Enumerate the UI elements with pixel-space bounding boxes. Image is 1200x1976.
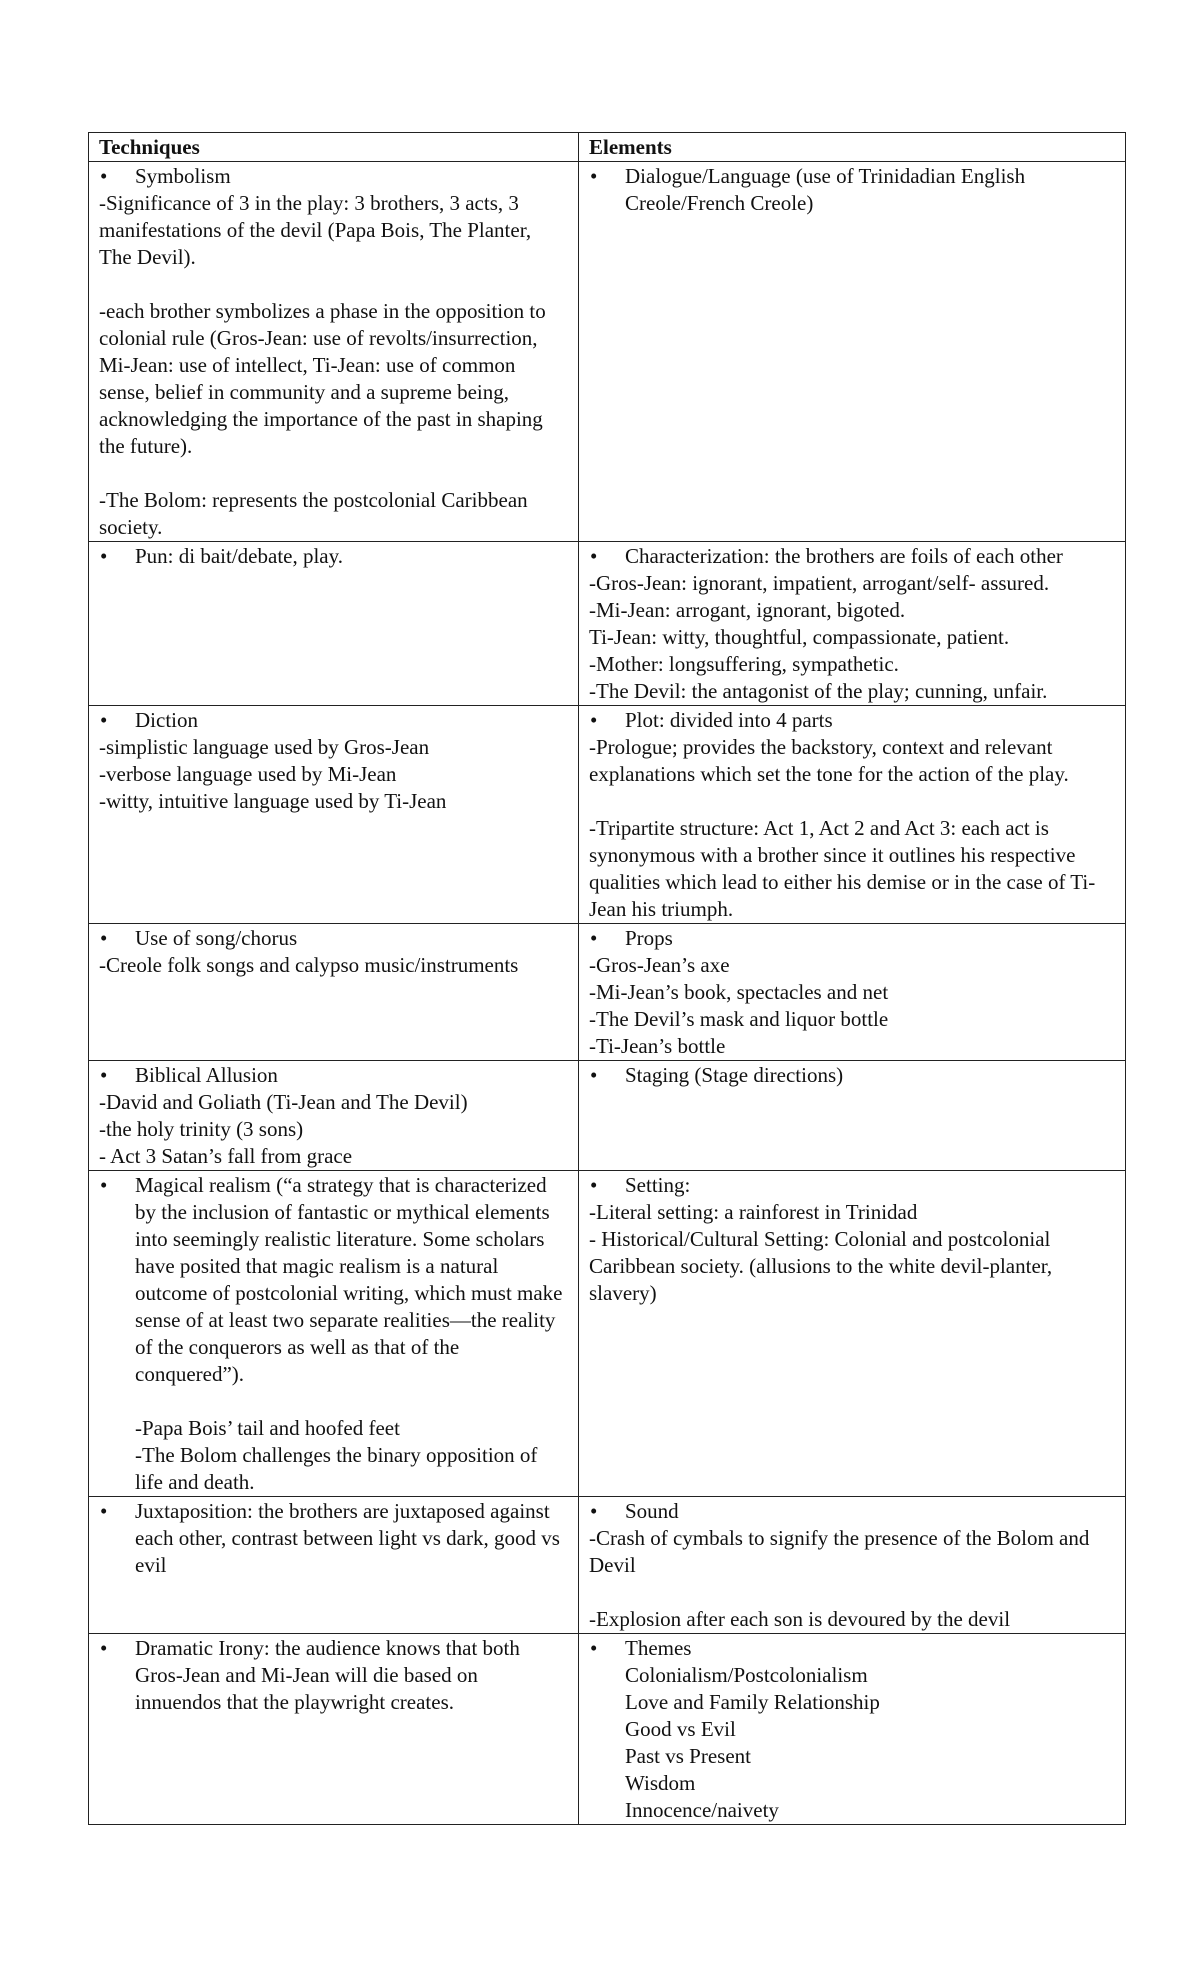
text-line: -the holy trinity (3 sons): [99, 1117, 304, 1141]
table-row: [89, 924, 1126, 1061]
technique-cell: [89, 924, 579, 1061]
text-line: -David and Goliath (Ti-Jean and The Devil): [99, 1090, 468, 1114]
bullet-item: • Dialogue/Language (use of Trinidadian English Creole/French Creole): [589, 163, 1115, 217]
element-cell: [579, 1634, 1126, 1825]
text-line: - Act 3 Satan’s fall from grace: [99, 1144, 353, 1168]
bullet-item: • Magical realism (“a strategy that is characterized by the inclusion of fantastic or mythical elements into seemingly realistic literature. Some scholars have posited that magic realism is a natural outcome of postcolonial writing, which must make sense of at least two separate realities—the reality of the conquerors as well as that of the conquered”).: [99, 1172, 568, 1388]
bullet-item: • Juxtaposition: the brothers are juxtaposed against each other, contrast between light vs dark, good vs evil: [99, 1498, 568, 1579]
bullet-item: • Plot: divided into 4 parts: [589, 707, 1115, 734]
techniques-elements-table: [88, 132, 1126, 1825]
bullet-item: • Themes: [589, 1635, 1115, 1662]
bullet-item: • Pun: di bait/debate, play.: [99, 543, 568, 570]
element-cell: [579, 924, 1126, 1061]
bullet-item: • Biblical Allusion: [99, 1062, 568, 1089]
text-line: -The Devil: the antagonist of the play; cunning, unfair.: [589, 679, 1048, 703]
technique-cell: [89, 1497, 579, 1634]
bullet-item: • Staging (Stage directions): [589, 1062, 1115, 1089]
text-line: -Literal setting: a rainforest in Trinidad: [589, 1200, 918, 1224]
element-cell: [579, 162, 1126, 542]
text-line: -Significance of 3 in the play: 3 brothers, 3 acts, 3 manifestations of the devil (Papa Bois, The Planter, The Devil).: [99, 191, 532, 269]
element-cell: [579, 542, 1126, 706]
theme-item: Wisdom: [625, 1771, 696, 1795]
text-line: -The Devil’s mask and liquor bottle: [589, 1007, 889, 1031]
text-line: -witty, intuitive language used by Ti-Jean: [99, 789, 447, 813]
table-row: [89, 1634, 1126, 1825]
technique-cell: [89, 1061, 579, 1171]
text-line: -verbose language used by Mi-Jean: [99, 762, 397, 786]
header-elements: Elements: [579, 133, 1126, 162]
header-row: [89, 133, 1126, 162]
technique-cell: [89, 542, 579, 706]
header-techniques: Techniques: [89, 133, 579, 162]
text-line: -Gros-Jean: ignorant, impatient, arrogant/self- assured.: [589, 571, 1050, 595]
theme-item: Past vs Present: [625, 1744, 751, 1768]
theme-item: Good vs Evil: [625, 1717, 736, 1741]
text-line: -Creole folk songs and calypso music/instruments: [99, 953, 519, 977]
theme-item: Innocence/naivety: [625, 1798, 779, 1822]
element-cell: [579, 1061, 1126, 1171]
bullet-item: • Dramatic Irony: the audience knows that both Gros-Jean and Mi-Jean will die based on innuendos that the playwright creates.: [99, 1635, 568, 1716]
text-line: -The Bolom: represents the postcolonial Caribbean society.: [99, 488, 528, 539]
text-line: -Prologue; provides the backstory, context and relevant explanations which set the tone for the action of the play.: [589, 735, 1069, 786]
table-row: [89, 706, 1126, 924]
bullet-item: • Symbolism: [99, 163, 568, 190]
text-line: -Mi-Jean: arrogant, ignorant, bigoted.: [589, 598, 906, 622]
technique-cell: [89, 1634, 579, 1825]
theme-item: Love and Family Relationship: [625, 1690, 880, 1714]
technique-cell: [89, 1171, 579, 1497]
element-cell: [579, 1497, 1126, 1634]
bullet-item: • Diction: [99, 707, 568, 734]
theme-item: Colonialism/Postcolonialism: [625, 1663, 868, 1687]
table-row: [89, 1497, 1126, 1634]
text-line: -simplistic language used by Gros-Jean: [99, 735, 430, 759]
technique-cell: [89, 162, 579, 542]
text-line: -Mother: longsuffering, sympathetic.: [589, 652, 899, 676]
text-line: -each brother symbolizes a phase in the opposition to colonial rule (Gros-Jean: use of revolts/insurrection, Mi-Jean: use of intellect, Ti-Jean: use of common sense, belief in community and a supreme being, acknowledging the importance of the past in shaping the future).: [99, 299, 546, 458]
text-line: -The Bolom challenges the binary opposition of life and death.: [135, 1443, 538, 1494]
text-line: -Tripartite structure: Act 1, Act 2 and Act 3: each act is synonymous with a brother since it outlines his respective qualities which lead to either his demise or in the case of Ti-Jean his triumph.: [589, 816, 1096, 921]
text-line: -Gros-Jean’s axe: [589, 953, 730, 977]
text-line: -Explosion after each son is devoured by the devil: [589, 1607, 1011, 1631]
table-row: [89, 162, 1126, 542]
text-line: -Mi-Jean’s book, spectacles and net: [589, 980, 889, 1004]
element-cell: [579, 1171, 1126, 1497]
table-row: [89, 542, 1126, 706]
bullet-item: • Props: [589, 925, 1115, 952]
bullet-item: • Characterization: the brothers are foils of each other: [589, 543, 1115, 570]
text-line: - Historical/Cultural Setting: Colonial and postcolonial Caribbean society. (allusions to the white devil-planter, slavery): [589, 1227, 1053, 1305]
bullet-item: • Setting:: [589, 1172, 1115, 1199]
bullet-item: • Sound: [589, 1498, 1115, 1525]
bullet-item: • Use of song/chorus: [99, 925, 568, 952]
table-row: [89, 1171, 1126, 1497]
technique-cell: [89, 706, 579, 924]
table-row: [89, 1061, 1126, 1171]
text-line: Ti-Jean: witty, thoughtful, compassionate, patient.: [589, 625, 1010, 649]
text-line: -Ti-Jean’s bottle: [589, 1034, 726, 1058]
text-line: -Crash of cymbals to signify the presence of the Bolom and Devil: [589, 1526, 1090, 1577]
text-line: -Papa Bois’ tail and hoofed feet: [135, 1416, 400, 1440]
element-cell: [579, 706, 1126, 924]
